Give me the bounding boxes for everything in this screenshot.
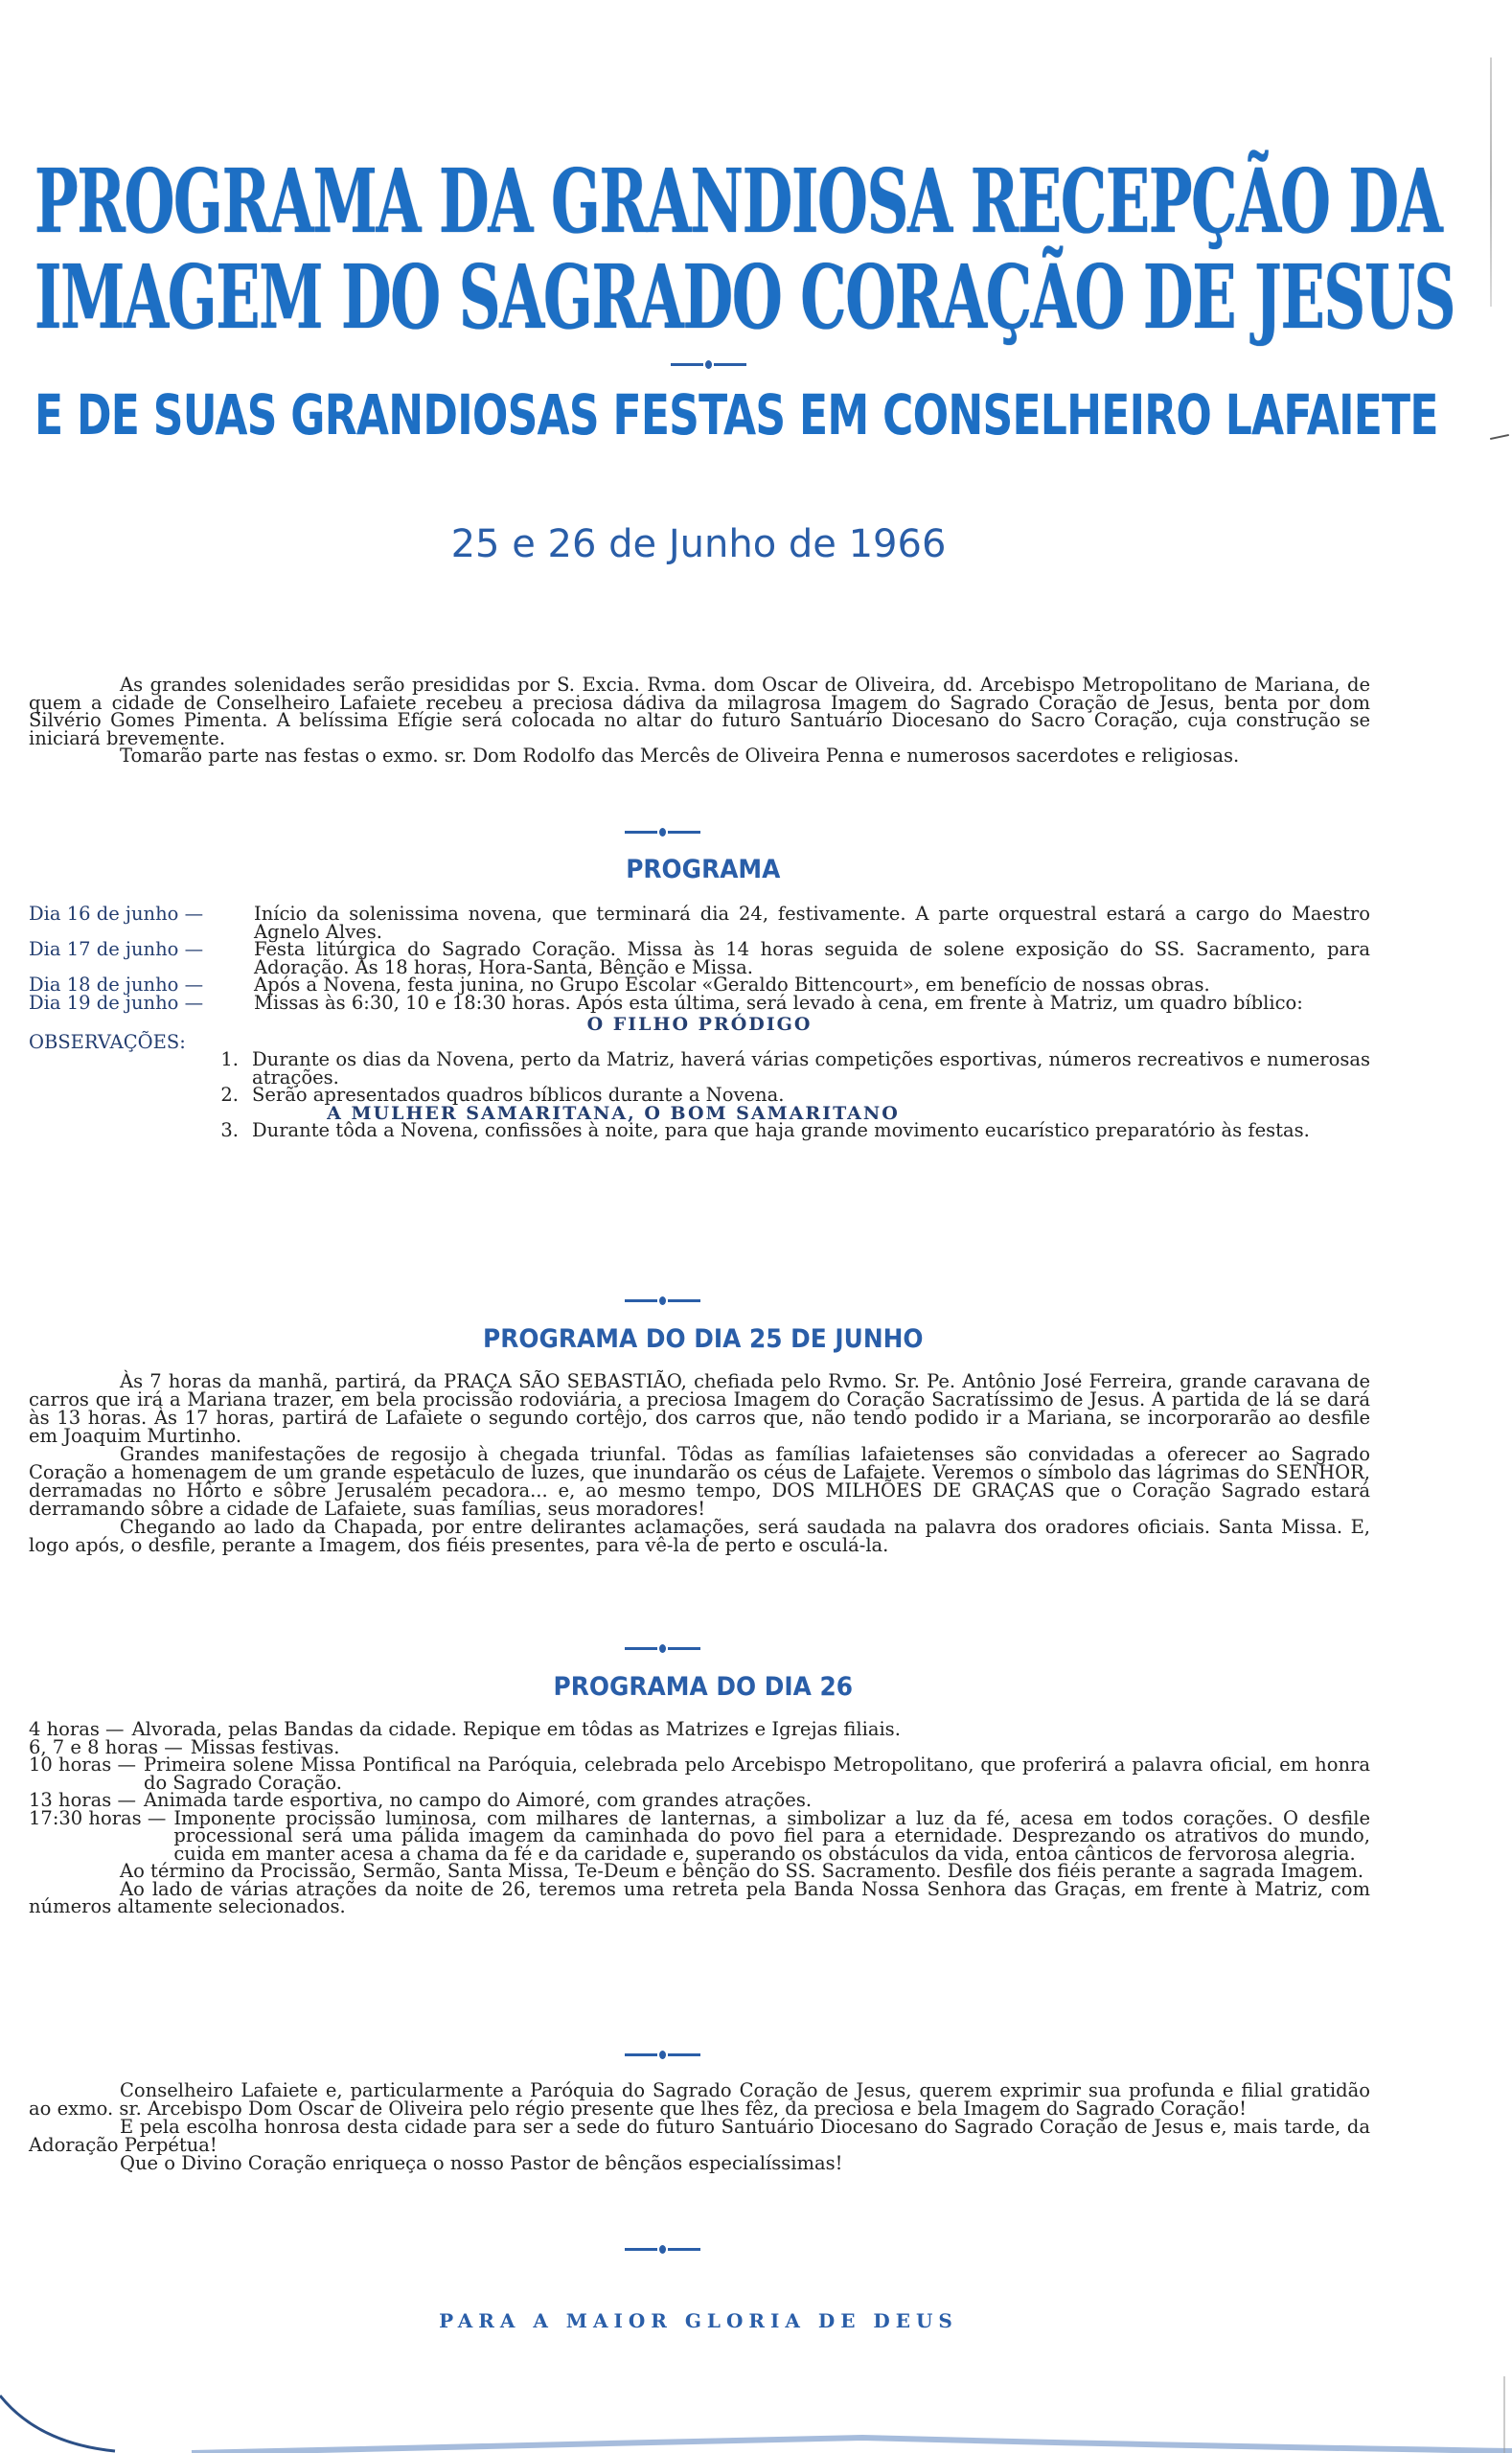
heading-text: PROGRAMA DO DIA 25 DE JUNHO xyxy=(483,1324,924,1354)
observation-text: Durante tôda a Novena, confissões à noite, para que haja grande movimento eucarístico preparatório às festas. xyxy=(252,1119,1310,1141)
ornament-divider xyxy=(671,362,746,366)
observation-item xyxy=(29,1048,1370,1089)
schedule-text: Primeira solene Missa Pontifical na Paróquia, celebrada pelo Arcebispo Metropolitano, que proferirá a palavra oficial, em honra do Sagrado Coração. xyxy=(143,1754,1370,1794)
closing-section xyxy=(29,2081,1370,2172)
ornament-divider xyxy=(625,2052,700,2056)
observacoes-label: OBSERVAÇÕES: xyxy=(29,1030,186,1053)
schedule-item xyxy=(29,1756,1370,1792)
subtitle: E DE SUAS GRANDIOSAS FESTAS EM CONSELHEIRO LAFAIETE xyxy=(34,382,1438,447)
footer-motto xyxy=(0,2309,1512,2332)
program-day: Dia 17 de junho — xyxy=(29,938,204,960)
intro-paragraph-2: Tomarão parte nas festas o exmo. sr. Dom Rodolfo das Mercês de Oliveira Penna e numerosos sacerdotes e religiosas. xyxy=(120,745,1240,767)
observation-number: 1. xyxy=(220,1048,239,1070)
event-date-text: 25 e 26 de Junho de 1966 xyxy=(450,522,947,566)
ornament-divider xyxy=(625,2247,700,2251)
dia26-section xyxy=(29,1718,1370,1917)
paper-edge-mark xyxy=(1490,57,1492,307)
play-title: O FILHO PRÓDIGO xyxy=(586,1014,813,1035)
schedule-item xyxy=(29,1806,1370,1865)
observation-number: 2. xyxy=(220,1084,239,1106)
program-day: Dia 19 de junho — xyxy=(29,991,204,1014)
dia25-section xyxy=(29,1372,1370,1554)
dia26-paragraphs xyxy=(29,1860,1370,1917)
dia25-paragraph: Grandes manifestações de regosijo à chegada triunfal. Tôdas as famílias lafaietenses são convidadas a oferecer ao Sagrado Coração a homenagem de um grande espetáculo de luzes, que inundarão os céus de Lafaiete. Veremos o símbolo das lágrimas do SENHOR, derramadas no Hôrto e sôbre Jerusalém pecadora... e, ao mesmo tempo, DOS MILHÕES DE GRAÇAS que o Coração Sagrado estará derramando sôbre a cidade de Lafaiete, suas famílias, seus moradores! xyxy=(29,1443,1370,1520)
paper-edge-tick xyxy=(1490,434,1509,440)
program-text: Início da solenissima novena, que terminará dia 24, festivamente. A parte orquestral estará a cargo do Maestro Agnelo Alves. xyxy=(254,903,1370,943)
observation-item xyxy=(29,1084,1370,1106)
schedule-text: Animada tarde esportiva, no campo do Aimoré, com grandes atrações. xyxy=(143,1789,813,1811)
heading-text: PROGRAMA DO DIA 26 xyxy=(553,1672,854,1702)
program-text: Festa litúrgica do Sagrado Coração. Missa às 14 horas seguida de solene exposição do SS. Sacramento, para Adoração. Às 18 horas, Hora-Santa, Bênção e Missa. xyxy=(254,938,1370,978)
intro-section xyxy=(29,676,1370,766)
program-day: Dia 16 de junho — xyxy=(29,903,204,925)
event-date xyxy=(0,522,1512,566)
footer-text: PARA A MAIOR GLORIA DE DEUS xyxy=(439,2309,958,2332)
program-item xyxy=(29,991,1370,1014)
dia26-paragraph: Ao lado de várias atrações da noite de 26, teremos uma retreta pela Banda Nossa Senhora das Graças, em frente à Matriz, com números altamente selecionados. xyxy=(29,1877,1370,1917)
ornament-divider xyxy=(625,1298,700,1302)
schedule-time: 17:30 horas — xyxy=(29,1806,167,1829)
closing-paragraph: E pela escolha honrosa desta cidade para ser a sede do futuro Santuário Diocesano do Sagrado Coração de Jesus e, mais tarde, da Adoração Perpétua! xyxy=(29,2116,1370,2156)
schedule-time: 13 horas — xyxy=(29,1789,136,1811)
program-item xyxy=(29,903,1370,943)
dia25-paragraph: Às 7 horas da manhã, partirá, da PRAÇA SÃO SEBASTIÃO, chefiada pelo Rvmo. Sr. Pe. Antônio José Ferreira, grande caravana de carros que irá a Mariana trazer, em bela procissão rodoviária, a preciosa Imagem do Coração Sacratíssimo de Jesus. A partida de lá se dará às 13 horas. Às 17 horas, partirá de Lafaiete o segundo cortêjo, dos carros que, não tendo podido ir a Mariana, se incorporarão ao desfile em Joaquim Murtinho. xyxy=(29,1370,1370,1447)
paper-bottom-edge xyxy=(0,2376,1512,2453)
section-heading-programa xyxy=(60,855,1452,884)
main-title-line-2: IMAGEM DO SAGRADO CORAÇÃO DE JESUS xyxy=(34,245,1455,349)
observation-text: Durante os dias da Novena, perto da Matriz, haverá várias competições esportivas, números recreativos e numerosas atrações. xyxy=(252,1048,1370,1089)
section-heading-dia-26 xyxy=(60,1672,1452,1702)
biblical-plays-title: A MULHER SAMARITANA, O BOM SAMARITANO xyxy=(327,1102,900,1124)
observation-item xyxy=(29,1119,1370,1141)
schedule-text: Imponente procissão luminosa, com milhares de lanternas, a simbolizar a luz da fé, acesa em todos corações. O desfile processional será uma pálida imagem da caminhada do povo fiel para a eternidade. Desprezando os atrativos do mundo, cuida em manter acesa a chama da fé e da caridade e, superando os obstáculos da vida, entoa cânticos de fervorosa alegria. xyxy=(173,1806,1370,1865)
schedule-text: Missas festivas. xyxy=(190,1735,340,1758)
observation-number: 3. xyxy=(220,1119,239,1141)
schedule-time: 4 horas — xyxy=(29,1718,125,1740)
heading-text: PROGRAMA xyxy=(626,855,781,884)
program-day: Dia 18 de junho — xyxy=(29,974,204,996)
program-text: Após a Novena, festa junina, no Grupo Escolar «Geraldo Bittencourt», em benefício de nossas obras. xyxy=(254,974,1210,996)
dia25-paragraph: Chegando ao lado da Chapada, por entre delirantes aclamações, será saudada na palavra dos oradores oficiais. Santa Missa. E, logo após, o desfile, perante a Imagem, dos fiéis presentes, para vê-la de perto e osculá-la. xyxy=(29,1516,1370,1556)
dia26-paragraph: Ao término da Procissão, Sermão, Santa Missa, Te-Deum e bênção do SS. Sacramento. Desfile dos fiéis perante a sagrada Imagem. xyxy=(120,1860,1364,1882)
observation-text: Serão apresentados quadros bíblicos durante a Novena. xyxy=(252,1084,785,1106)
programa-section xyxy=(29,903,1370,1141)
schedule-time: 10 horas — xyxy=(29,1754,136,1776)
closing-paragraph: Que o Divino Coração enriqueça o nosso Pastor de bênçãos especialíssimas! xyxy=(120,2152,843,2174)
ornament-divider xyxy=(625,830,700,834)
section-heading-dia-25 xyxy=(60,1324,1452,1354)
program-text: Missas às 6:30, 10 e 18:30 horas. Após esta última, será levado à cena, em frente à Matriz, um quadro bíblico: xyxy=(254,991,1303,1014)
schedule-text: Alvorada, pelas Bandas da cidade. Repique em tôdas as Matrizes e Igrejas filiais. xyxy=(131,1718,901,1740)
intro-paragraph-1: As grandes solenidades serão presididas por S. Excia. Rvma. dom Oscar de Oliveira, dd. Arcebispo Metropolitano de Mariana, de quem a cidade de Conselheiro Lafaiete recebeu a preciosa dádiva da milagrosa Imagem do Sagrado Coração de Jesus, benta por dom Silvério Gomes Pimenta. A belíssima Efígie será colocada no altar do futuro Santuário Diocesano do Sacro Coração, cuja construção se iniciará brevemente. xyxy=(29,674,1370,749)
ornament-divider xyxy=(625,1646,700,1650)
main-title-line-1: PROGRAMA DA GRANDIOSA RECEPÇÃO DA xyxy=(34,149,1442,253)
schedule-time: 6, 7 e 8 horas — xyxy=(29,1735,183,1758)
closing-paragraph: Conselheiro Lafaiete e, particularmente a Paróquia do Sagrado Coração de Jesus, querem exprimir sua profunda e filial gratidão ao exmo. sr. Arcebispo Dom Oscar de Oliveira pelo régio presente que lhes fêz, da preciosa e bela Imagem do Sagrado Coração! xyxy=(29,2079,1370,2120)
main-title xyxy=(34,149,1455,349)
program-item xyxy=(29,938,1370,978)
